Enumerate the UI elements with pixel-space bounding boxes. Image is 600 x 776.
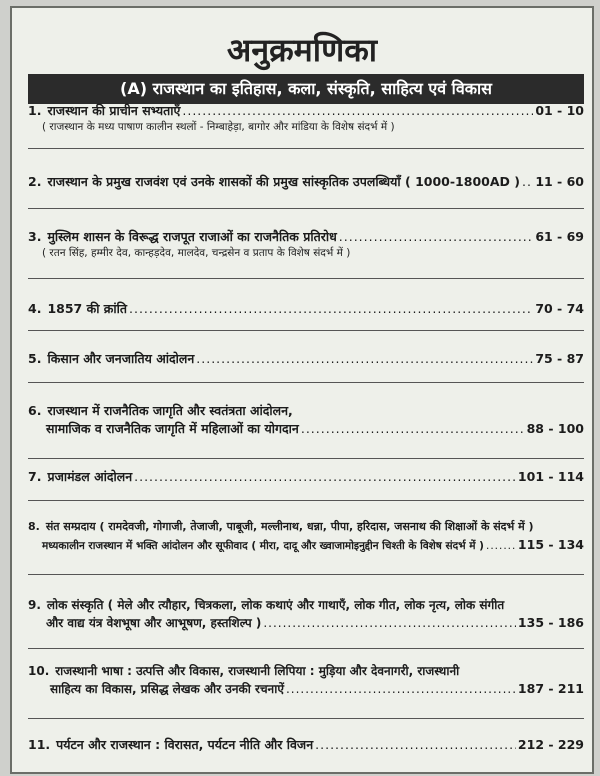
- toc-entry-7: [28, 468, 584, 486]
- divider: [28, 278, 584, 279]
- page-title: अनुक्रमणिका: [226, 31, 378, 69]
- entry-number: 3.: [28, 229, 42, 244]
- entry-title-continued: सामाजिक व राजनैतिक जागृति में महिलाओं का योगदान: [46, 421, 299, 436]
- divider: [28, 500, 584, 501]
- entry-pages: 70 - 74: [535, 301, 584, 316]
- entry-number: 7.: [28, 469, 42, 484]
- leader-dots: [315, 736, 516, 754]
- leader-dots: [522, 173, 533, 191]
- entry-pages: 88 - 100: [526, 421, 584, 436]
- entry-pages: 01 - 10: [535, 103, 584, 118]
- entry-number: 9.: [28, 598, 41, 612]
- leader-dots: [301, 420, 525, 438]
- leader-dots: [486, 537, 516, 555]
- entry-number: 5.: [28, 351, 42, 366]
- entry-title: प्रजामंडल आंदोलन: [47, 469, 133, 484]
- entry-number: 1.: [28, 103, 42, 118]
- toc-entry-9: [28, 596, 584, 632]
- entry-title: मुस्लिम शासन के विरूद्ध राजपूत राजाओं का राजनैतिक प्रतिरोध: [47, 229, 337, 244]
- entry-number: 11.: [28, 737, 51, 752]
- entry-title: राजस्थान में राजनैतिक जागृति और स्वतंत्रता आंदोलन,: [47, 403, 293, 418]
- leader-dots: [263, 614, 516, 632]
- entry-title: 1857 की क्रांति: [47, 301, 127, 316]
- divider: [28, 458, 584, 459]
- entry-subtitle: ( राजस्थान के मध्य पाषाण कालीन स्थलों - निम्बाहेड़ा, बागोर और मांडिया के विशेष संदर्भ में ): [42, 121, 395, 133]
- entry-pages: 135 - 186: [517, 615, 584, 630]
- divider: [28, 382, 584, 383]
- entry-title: राजस्थानी भाषा : उत्पत्ति और विकास, राजस्थानी लिपिया : मुड़िया और देवनागरी, राजस्थानी: [55, 664, 460, 678]
- entry-title-continued: साहित्य का विकास, प्रसिद्ध लेखक और उनकी रचनाऐं: [50, 682, 284, 696]
- entry-number: 10.: [28, 664, 50, 678]
- toc-entry-5: [28, 350, 584, 368]
- entry-title: लोक संस्कृति ( मेले और त्यौहार, चित्रकला, लोक कथाएं और गाथाएँ, लोक गीत, लोक नृत्य, लोक संगीत: [46, 598, 505, 612]
- entry-pages: 101 - 114: [517, 469, 584, 484]
- divider: [28, 330, 584, 331]
- entry-title-continued: और वाद्य यंत्र वेशभूषा और आभूषण, हस्तशिल्प ): [46, 616, 262, 630]
- toc-entry-4: [28, 300, 584, 318]
- document-page: [10, 6, 594, 774]
- entry-number: 6.: [28, 403, 42, 418]
- leader-dots: [196, 350, 533, 368]
- entry-number: 4.: [28, 301, 42, 316]
- entry-subtitle: ( रतन सिंह, हम्मीर देव, कान्हड़देव, मालदेव, चन्द्रसेन व प्रताप के विशेष संदर्भ में ): [42, 247, 351, 259]
- entry-title: संत सम्प्रदाय ( रामदेवजी, गोगाजी, तेजाजी, पाबूजी, मल्लीनाथ, धन्ना, पीपा, हरिदास, जसनाथ की शिक्षाओं के संदर्भ में ): [45, 520, 534, 533]
- divider: [28, 148, 584, 149]
- toc-entry-8: [28, 518, 584, 555]
- entry-pages: 11 - 60: [535, 174, 584, 189]
- entry-title: पर्यटन और राजस्थान : विरासत, पर्यटन नीति और विजन: [56, 737, 314, 752]
- divider: [28, 208, 584, 209]
- entry-pages: 212 - 229: [517, 737, 584, 752]
- leader-dots: [339, 228, 534, 246]
- section-header: (A) राजस्थान का इतिहास, कला, संस्कृति, साहित्य एवं विकास: [28, 74, 584, 104]
- entry-pages: 61 - 69: [535, 229, 584, 244]
- leader-dots: [134, 468, 516, 486]
- entry-pages: 75 - 87: [535, 351, 584, 366]
- entry-pages: 187 - 211: [517, 681, 584, 696]
- entry-title: राजस्थान की प्राचीन सभ्यताएँ: [47, 103, 181, 118]
- entry-pages: 115 - 134: [517, 537, 584, 552]
- toc-entry-6: [28, 402, 584, 438]
- entry-title: किसान और जनजातिय आंदोलन: [47, 351, 195, 366]
- toc-entry-2: [28, 173, 584, 191]
- divider: [28, 574, 584, 575]
- divider: [28, 648, 584, 649]
- leader-dots: [129, 300, 533, 318]
- toc-entry-3: [28, 228, 584, 260]
- leader-dots: [182, 102, 533, 120]
- toc-entry-1: [28, 102, 584, 134]
- entry-number: 2.: [28, 174, 42, 189]
- divider: [28, 718, 584, 719]
- entry-title: राजस्थान के प्रमुख राजवंश एवं उनके शासकों की प्रमुख सांस्कृतिक उपलब्धियाँ ( 1000-1800AD ): [47, 174, 520, 189]
- toc-entry-11: [28, 736, 584, 754]
- leader-dots: [286, 680, 516, 698]
- entry-number: 8.: [28, 520, 40, 533]
- toc-entry-10: [28, 662, 584, 698]
- entry-title-continued: मध्यकालीन राजस्थान में भक्ति आंदोलन और सूफीवाद ( मीरा, दादू और ख्वाजामोइनुद्दीन चिश्ती के विशेष संदर्भ में ): [42, 540, 484, 552]
